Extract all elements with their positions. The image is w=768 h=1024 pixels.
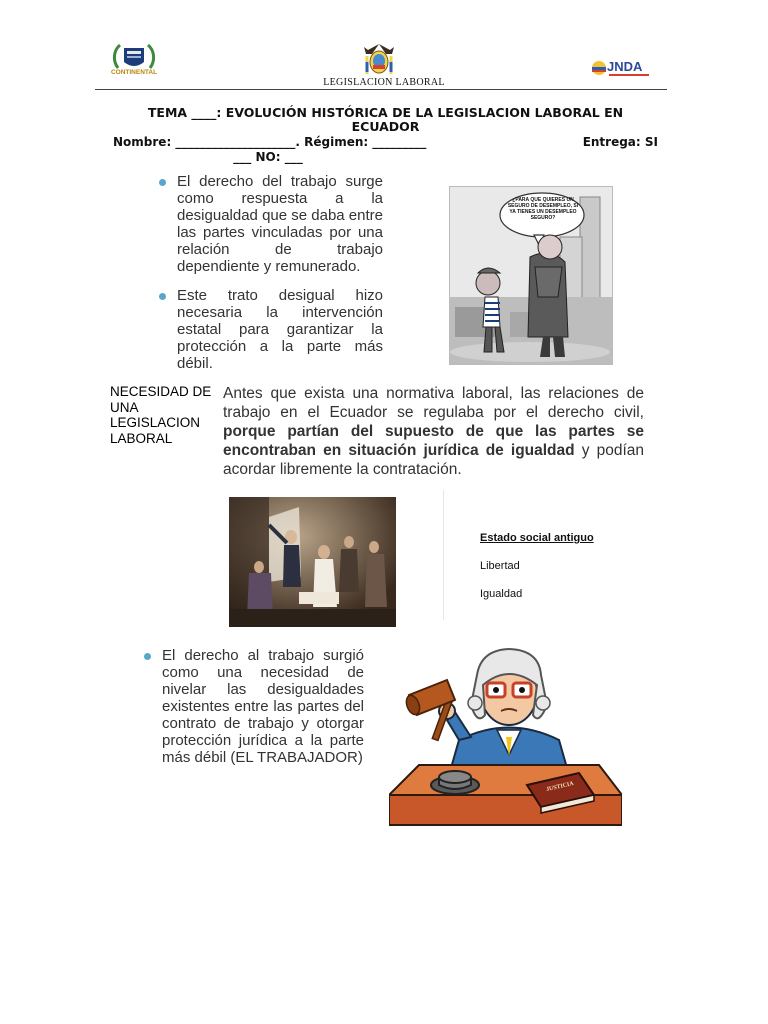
intro-bullets [157, 173, 383, 384]
estado-item-igualdad: Igualdad [480, 588, 523, 600]
estado-title: Estado social antiguo [480, 532, 594, 544]
header-title: LEGISLACION LABORAL [323, 77, 445, 88]
historical-painting [229, 497, 396, 627]
worksheet-title [108, 106, 663, 134]
estado-divider [443, 490, 444, 620]
jnda-tagline-bar [609, 74, 649, 76]
necesidad-text-bold: porque partían del supuesto de que las partes se encontraban en situación jurídica de igualdad [223, 423, 644, 459]
conclusion-bullets [142, 647, 364, 778]
necesidad-text-end: y podían acordar libremente la contratación. [223, 442, 644, 478]
list-item: El derecho al trabajo surgió como una necesidad de nivelar las desigualdades existentes entre las partes del contrato de trabajo y otorgar protección jurídica a la parte más débil (EL TRABAJADOR) [142, 647, 364, 766]
entrega-no-field: ___ NO: ___ [233, 150, 303, 164]
list-item: El derecho del trabajo surge como respuesta a la desigualdad que se daba entre las partes vinculadas por una relación de trabajo dependiente y remunerado. [157, 173, 383, 275]
cartoon-speech-text: ¿PARA QUE QUIERES UN SEGURO DE DESEMPLEO, SI YA TIENES UN DESEMPLEO SEGURO? [507, 197, 579, 221]
continental-logo-text: CONTINENTAL [110, 69, 158, 76]
estado-item-libertad: Libertad [480, 560, 520, 572]
necesidad-text-start: Antes que exista una normativa laboral, las relaciones de trabajo en el Ecuador se regulaba por el derecho civil, [223, 385, 644, 421]
judge-illustration [389, 645, 622, 830]
student-fields [113, 135, 658, 165]
header-divider [95, 89, 667, 90]
book-label: JUSTICIA [545, 780, 575, 794]
worksheet-title-line1: TEMA ____: EVOLUCIÓN HISTÓRICA DE LA LEGISLACION LABORAL EN [147, 105, 624, 120]
continental-logo [110, 42, 158, 80]
jnda-logo [591, 59, 651, 79]
jnda-logo-text: JNDA [607, 59, 643, 74]
necesidad-paragraph [223, 384, 644, 479]
list-item: Este trato desigual hizo necesaria la intervención estatal para garantizar la protección a la parte más débil. [157, 287, 383, 372]
boss-worker-cartoon [449, 186, 613, 365]
name-regime-fields: Nombre: ____________________. Régimen: _________ [113, 135, 427, 149]
necesidad-label: NECESIDAD DE UNA LEGISLACION LABORAL [110, 384, 212, 446]
worksheet-title-line2: ECUADOR [351, 119, 420, 134]
ecuador-coat-of-arms [362, 42, 396, 78]
entrega-field: Entrega: SI [582, 135, 658, 149]
